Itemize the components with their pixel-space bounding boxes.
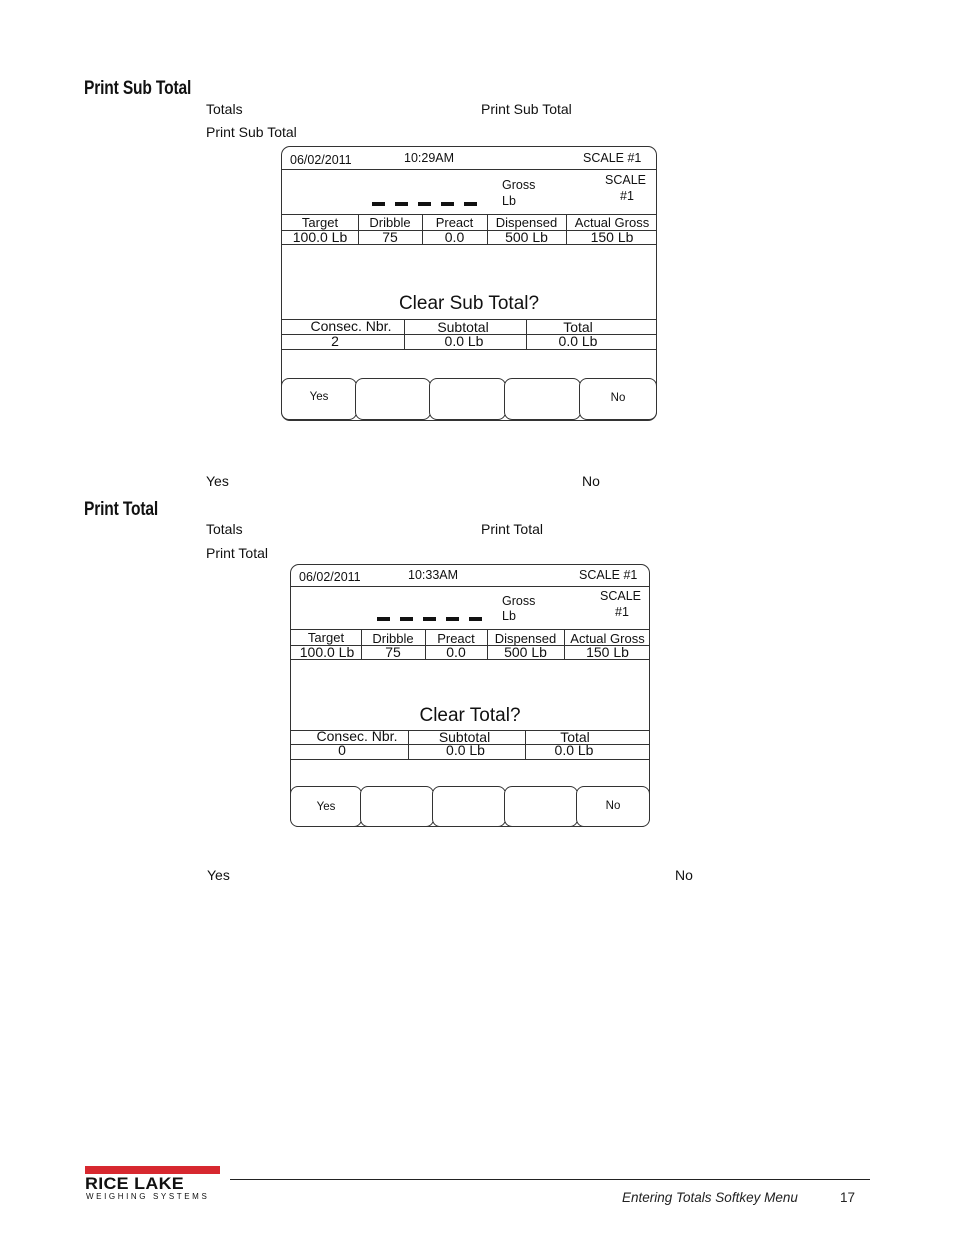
indicator-screen-sub-total (281, 146, 657, 421)
table-value-target: 100.0 Lb (292, 229, 348, 245)
totals-header-consec: Consec. Nbr. (316, 728, 398, 744)
totals-value-consec: 2 (331, 333, 339, 349)
unit-label: Lb (502, 194, 516, 208)
screen-scale-header: SCALE #1 (583, 151, 642, 165)
screen-time: 10:33AM (408, 568, 459, 582)
softkey-blank[interactable] (432, 786, 506, 827)
table-header-actual-gross: Actual Gross (570, 631, 645, 646)
screen-time: 10:29AM (404, 151, 455, 165)
gross-label: Gross (502, 594, 536, 608)
gross-label: Gross (502, 178, 536, 192)
totals-value-consec: 0 (338, 742, 346, 758)
footer-section-title: Entering Totals Softkey Menu (622, 1190, 798, 1205)
totals-value-total: 0.0 Lb (554, 742, 594, 758)
totals-header-total: Total (563, 319, 593, 335)
table-value-target: 100.0 Lb (299, 644, 355, 660)
table-value-preact: 0.0 (444, 229, 465, 245)
softkey-no[interactable]: No (579, 378, 657, 420)
body-text: Totals (206, 521, 243, 537)
section-heading-print-sub-total: Print Sub Total (84, 78, 192, 99)
table-value-actual-gross: 150 Lb (590, 229, 634, 245)
table-header-target: Target (307, 630, 345, 645)
table-header-preact: Preact (437, 631, 475, 646)
body-text: Print Total (481, 521, 543, 537)
screen-scale-header: SCALE #1 (579, 568, 638, 582)
softkey-blank[interactable] (360, 786, 434, 827)
body-text: Yes (207, 867, 230, 883)
footer-rule (230, 1179, 870, 1180)
logo-wordmark: RICE LAKE (85, 1174, 185, 1193)
table-header-preact: Preact (435, 215, 474, 230)
table-value-dispensed: 500 Lb (504, 644, 547, 660)
table-value-dribble: 75 (385, 644, 401, 660)
screen-date: 06/02/2011 (299, 570, 361, 584)
totals-header-consec: Consec. Nbr. (310, 318, 392, 334)
screen-date: 06/02/2011 (290, 153, 352, 167)
body-text: Totals (206, 101, 243, 117)
softkey-no[interactable]: No (576, 786, 650, 827)
scale-box-number: #1 (615, 605, 629, 619)
softkey-blank[interactable] (429, 378, 506, 420)
softkey-blank[interactable] (504, 378, 581, 420)
totals-value-subtotal: 0.0 Lb (446, 742, 485, 758)
table-header-target: Target (301, 215, 339, 230)
weight-display-dashes (372, 202, 477, 206)
scale-box-label: SCALE (605, 173, 646, 187)
table-header-dribble: Dribble (369, 215, 411, 230)
totals-value-total: 0.0 Lb (558, 333, 598, 349)
indicator-screen-total (290, 564, 650, 827)
softkey-blank[interactable] (504, 786, 578, 827)
body-text: Print Total (206, 545, 268, 561)
rice-lake-logo (85, 1166, 220, 1202)
scale-box-label: SCALE (600, 589, 641, 603)
table-value-actual-gross: 150 Lb (586, 644, 629, 660)
table-value-dribble: 75 (382, 229, 398, 245)
table-header-dribble: Dribble (372, 631, 414, 646)
table-value-preact: 0.0 (446, 644, 466, 660)
body-text: Yes (206, 473, 229, 489)
clear-prompt: Clear Sub Total? (398, 293, 540, 314)
totals-value-subtotal: 0.0 Lb (444, 333, 484, 349)
table-value-dispensed: 500 Lb (505, 229, 548, 245)
table-header-actual-gross: Actual Gross (574, 215, 650, 230)
totals-header-subtotal: Subtotal (437, 319, 489, 335)
totals-header-subtotal: Subtotal (438, 729, 491, 745)
softkey-yes[interactable]: Yes (281, 378, 357, 420)
body-text: No (675, 867, 693, 883)
logo-tagline: WEIGHING SYSTEMS (86, 1192, 210, 1201)
body-text: Print Sub Total (206, 124, 297, 140)
section-heading-print-total: Print Total (84, 499, 159, 520)
table-header-dispensed: Dispensed (494, 631, 557, 646)
body-text: No (582, 473, 600, 489)
clear-prompt: Clear Total? (419, 705, 521, 726)
body-text: Print Sub Total (481, 101, 572, 117)
softkey-yes[interactable]: Yes (290, 786, 362, 827)
unit-label: Lb (502, 609, 516, 623)
table-header-dispensed: Dispensed (495, 215, 558, 230)
page-number: 17 (840, 1190, 856, 1205)
weight-display-dashes (377, 617, 482, 621)
totals-header-total: Total (560, 729, 590, 745)
softkey-blank[interactable] (355, 378, 431, 420)
scale-box-number: #1 (620, 189, 634, 203)
